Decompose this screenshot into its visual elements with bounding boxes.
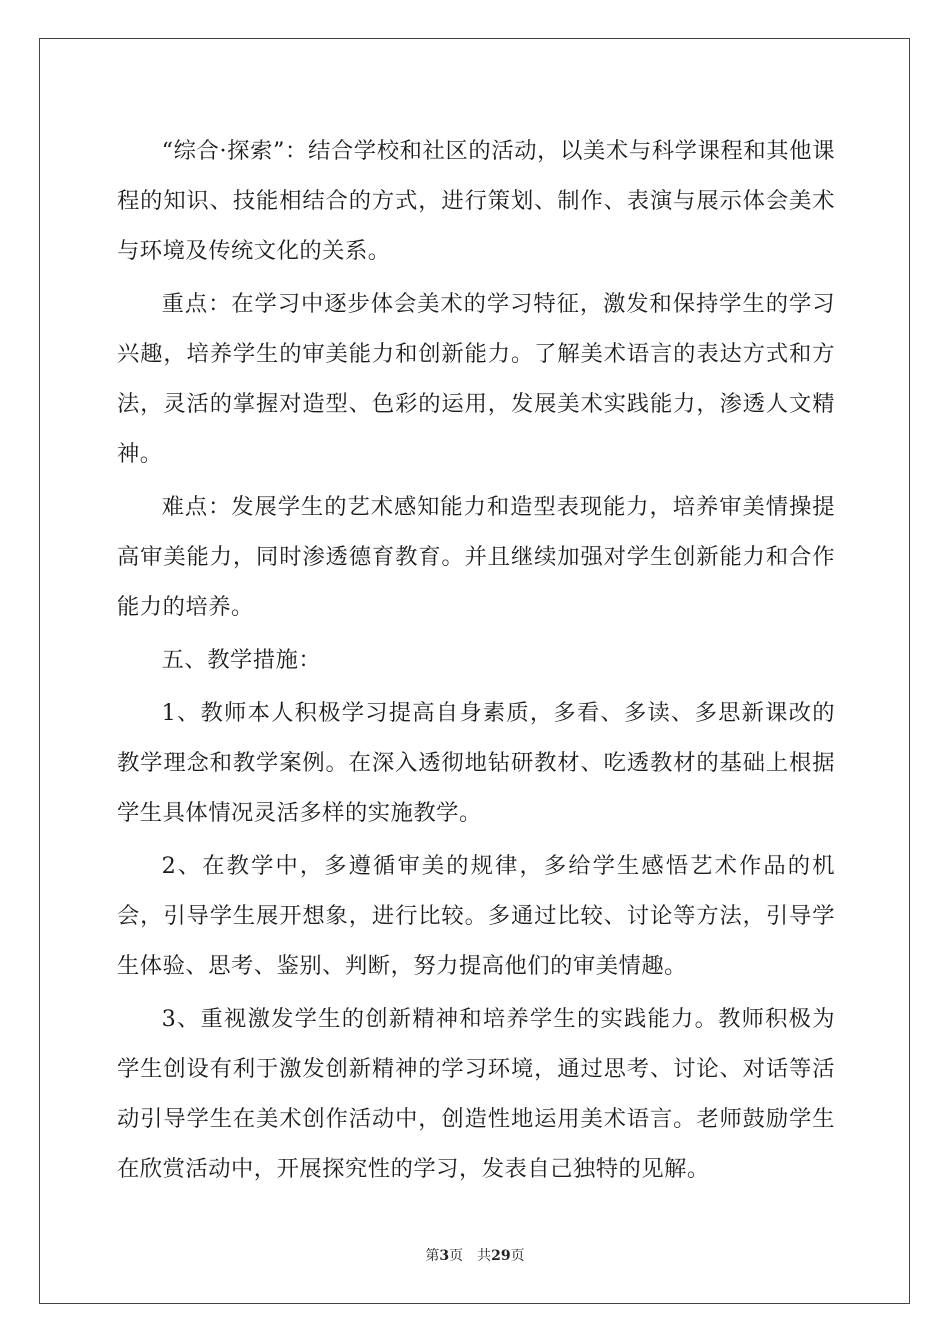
page-suffix: 页 [449, 1248, 464, 1264]
document-body [117, 126, 835, 1194]
paragraph-key-points: 重点：在学习中逐步体会美术的学习特征，激发和保持学生的学习兴趣，培养学生的审美能力和创新能力。了解美术语言的表达方式和方法，灵活的掌握对造型、色彩的运用，发展美术实践能力，渗透人文精神。 [117, 291, 835, 467]
paragraph-difficulties: 难点：发展学生的艺术感知能力和造型表现能力，培养审美情操提高审美能力，同时渗透德育教育。并且继续加强对学生创新能力和合作能力的培养。 [117, 494, 835, 620]
page-footer [0, 1245, 950, 1265]
total-pages: 29 [491, 1248, 511, 1264]
total-prefix: 共 [477, 1248, 492, 1264]
paragraph-integrated-exploration: “综合·探索”：结合学校和社区的活动，以美术与科学课程和其他课程的知识、技能相结合的方式，进行策划、制作、表演与展示体会美术与环境及传统文化的关系。 [117, 138, 835, 264]
paragraph-measure-1: 1、教师本人积极学习提高自身素质，多看、多读、多思新课改的教学理念和教学案例。在深入透彻地钻研教材、吃透教材的基础上根据学生具体情况灵活多样的实施教学。 [117, 700, 835, 826]
paragraph-measure-2: 2、在教学中，多遵循审美的规律，多给学生感悟艺术作品的机会，引导学生展开想象，进行比较。多通过比较、讨论等方法，引导学生体验、思考、鉴别、判断，努力提高他们的审美情趣。 [117, 853, 835, 979]
page-number: 3 [439, 1248, 450, 1264]
paragraph-measure-3: 3、重视激发学生的创新精神和培养学生的实践能力。教师积极为学生创设有利于激发创新精神的学习环境，通过思考、讨论、对话等活动引导学生在美术创作活动中，创造性地运用美术语言。老师鼓励学生在欣赏活动中，开展探究性的学习，发表自己独特的见解。 [117, 1006, 835, 1182]
page-prefix: 第 [425, 1248, 440, 1264]
total-suffix: 页 [510, 1248, 525, 1264]
section-heading-teaching-measures: 五、教学措施： [161, 647, 322, 673]
